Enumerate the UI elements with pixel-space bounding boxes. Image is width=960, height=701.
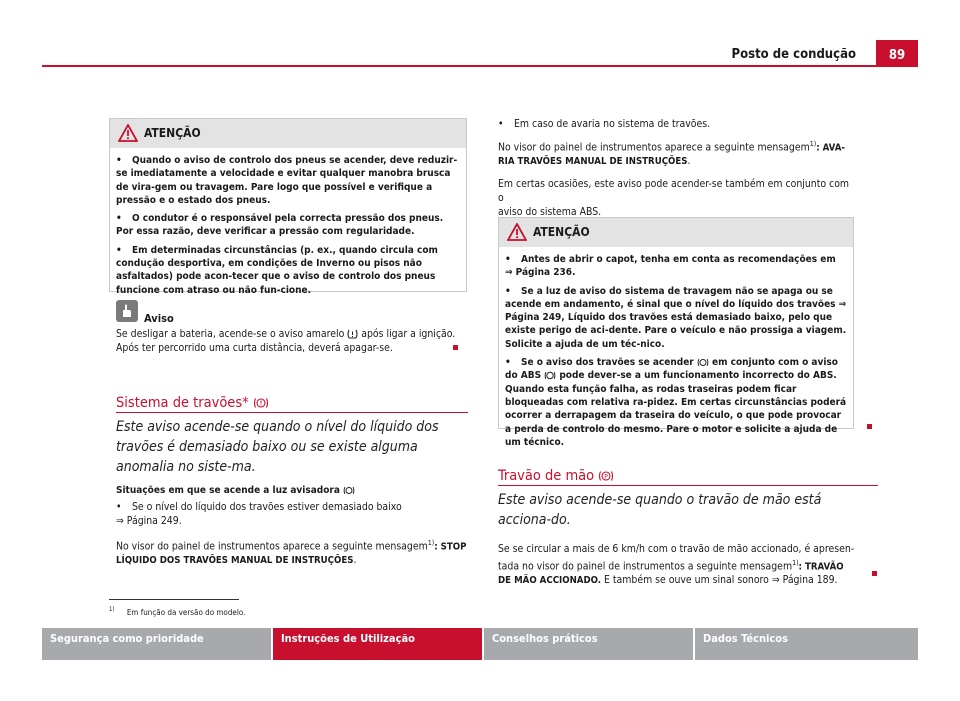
note-hand-icon [116, 300, 138, 322]
display-message-2: LÍQUIDO DOS TRAVÕES MANUAL DE INSTRUÇÕES. [116, 554, 357, 567]
handbrake-text-3: DE MÃO ACCIONADO. E também se ouve um sinal sonoro ⇒ Página 189. [498, 574, 838, 587]
brake-fault-item: • Em caso de avaria no sistema de travões. [498, 118, 711, 130]
warning-header [499, 218, 853, 247]
note-text: Se desligar a bateria, acende-se o aviso amarelo após ligar a ignição. [116, 328, 456, 340]
brake-warning-icon [343, 486, 355, 495]
warning-box-tyres [109, 118, 467, 296]
warning-item: • O condutor é o responsável pela correcta pressão dos pneus. Por essa razão, deve verificar a pressão com regularidade. [116, 213, 444, 238]
display-message: No visor do painel de instrumentos aparece a seguinte mensagem$^{1)}$: AVA- [498, 140, 845, 154]
brake-warning-icon [253, 397, 269, 409]
handbrake-icon [598, 470, 614, 482]
footnote-rule [109, 599, 239, 600]
header-rule [42, 65, 876, 67]
brake-warning-icon [697, 358, 709, 367]
warning-triangle-icon [118, 124, 138, 142]
warning-item: • Se a luz de aviso do sistema de travagem não se apaga ou se acende em andamento, é sinal que o nível do líquido dos travões ⇒ Página 249, Líquido dos travões está demasiado baixo, pelo que existe perigo de aci-dente. Pare o veículo e não prossiga a viagem. Solicite a ajuda de um téc-nico. [505, 285, 847, 350]
svg-text:P: P [604, 473, 609, 481]
footer-nav [42, 628, 918, 660]
section-title-brakes: Sistema de travões* [116, 395, 269, 411]
abs-warning-icon [544, 371, 556, 380]
warning-heading: ATENÇÃO [144, 126, 201, 140]
handbrake-text-2: tada no visor do painel de instrumentos a seguinte mensagem$^{1)}$: TRAVÃO [498, 558, 844, 573]
section-end-mark [453, 345, 458, 350]
running-header: Posto de condução [731, 47, 856, 62]
warning-header [110, 119, 466, 148]
abs-note-2: aviso do sistema ABS. [498, 205, 602, 218]
section-end-mark [867, 424, 872, 429]
footer-tab-safety[interactable]: Segurança como prioridade [42, 628, 271, 660]
display-message-2: RIA TRAVÕES MANUAL DE INSTRUÇÕES. [498, 155, 691, 168]
footnote: $^{1)}$ Em função da versão do modelo. [109, 606, 246, 617]
section-rule [116, 412, 468, 413]
display-message: No visor do painel de instrumentos aparece a seguinte mensagem$^{1)}$: STOP [116, 539, 467, 553]
situation-item: • Se o nível do líquido dos travões estiver demasiado baixo [116, 501, 402, 513]
section-end-mark [872, 571, 877, 576]
handbrake-text-1: Se se circular a mais de 6 km/h com o travão de mão accionado, é apresen- [498, 543, 855, 555]
footer-tab-technical[interactable]: Dados Técnicos [695, 628, 918, 660]
warning-item: • Em determinadas circunstâncias (p. ex., quando circula com condução desportiva, em condições de Inverno ou pisos não asfaltados) pode acon-tecer que o aviso de controlo dos pneus funcione com atraso ou não fun-cione. [116, 244, 438, 296]
situations-heading: Situações em que se acende a luz avisadora [116, 484, 355, 498]
warning-item: • Se o aviso dos travões se acender em conjunto com o aviso do ABS pode dever-se a um funcionamento incorrecto do ABS. Quando esta função falha, as rodas traseiras podem ficar bloqueadas com relativa ra-pidez. Em certas circunstâncias poderá ocorrer a derrapagem da traseira do veículo, o que pode provocar a perda de controlo do mesmo. Pare o motor e solicite a ajuda de um técnico. [505, 357, 847, 448]
tyre-pressure-icon [347, 329, 358, 339]
page-ref: ⇒ Página 249. [116, 514, 182, 527]
abs-note-1: Em certas ocasiões, este aviso pode acender-se também em conjunto com o [498, 178, 850, 204]
section-lead: Este aviso acende-se quando o travão de mão está acciona-do. [498, 492, 822, 528]
note-text-2: Após ter percorrido uma curta distância, deverá apagar-se. [116, 341, 393, 354]
warning-triangle-icon [507, 223, 527, 241]
warning-heading: ATENÇÃO [533, 225, 590, 239]
warning-box-brakes [498, 217, 854, 448]
section-rule [498, 485, 878, 486]
note-heading: Aviso [144, 312, 174, 325]
footer-tab-instructions[interactable]: Instruções de Utilização [273, 628, 482, 660]
footer-tab-tips[interactable]: Conselhos práticos [484, 628, 693, 660]
section-title-handbrake: Travão de mão P [498, 468, 614, 484]
section-lead: Este aviso acende-se quando o nível do líquido dos travões é demasiado baixo ou se existe alguma anomalia no siste-ma. [116, 419, 439, 475]
page-number: 89 [876, 40, 918, 67]
warning-item: • Antes de abrir o capot, tenha em conta as recomendações em ⇒ Página 236. [505, 254, 836, 279]
warning-item: • Quando o aviso de controlo dos pneus se acender, deve reduzir-se imediatamente a velocidade e evitar qualquer manobra brusca de vira-gem ou travagem. Pare logo que possível e verifique a pressão e o estado dos pneus. [116, 155, 458, 206]
